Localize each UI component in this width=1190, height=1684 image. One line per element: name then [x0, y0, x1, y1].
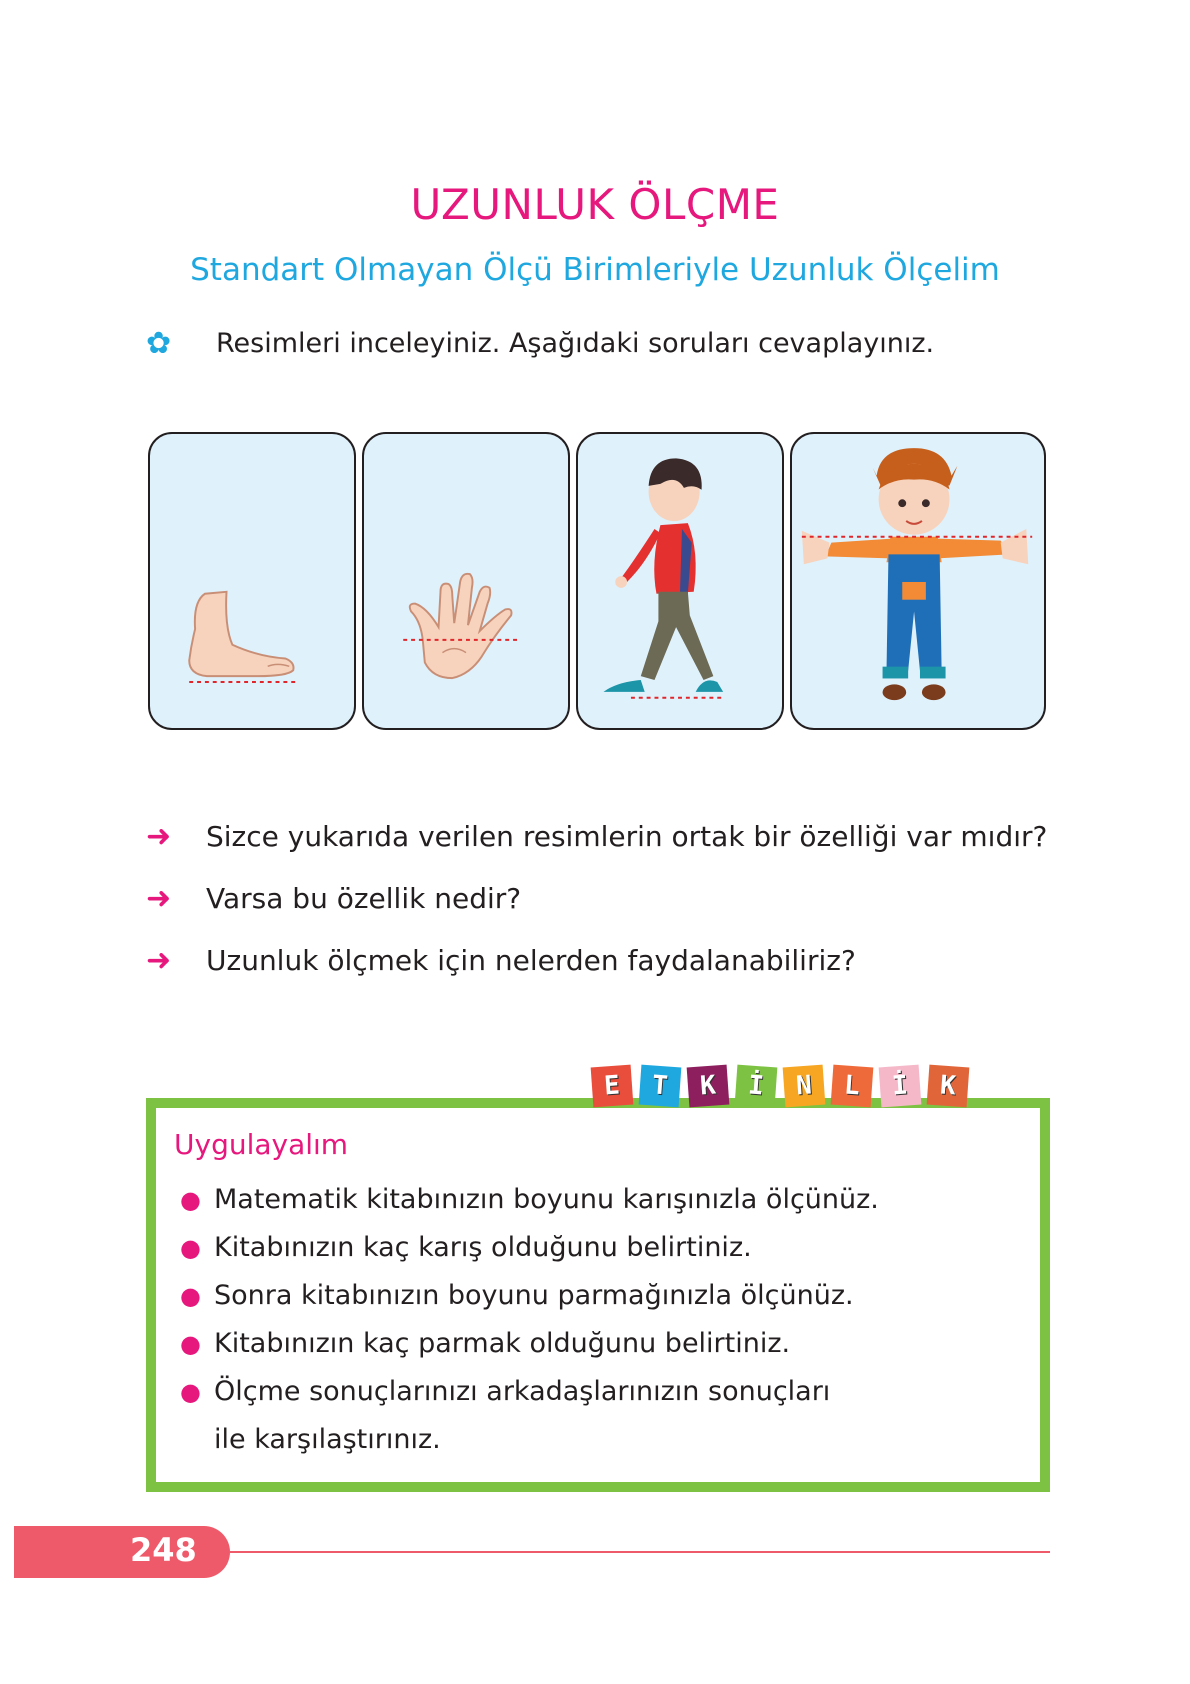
open-arms-boy-illustration — [792, 434, 1044, 728]
foot-illustration — [150, 434, 354, 728]
footer-rule — [230, 1551, 1050, 1553]
question-item — [146, 867, 1047, 929]
activity-item — [174, 1176, 1034, 1224]
bullet-icon: ● — [180, 1186, 201, 1214]
etkinlik-letter: T — [639, 1065, 682, 1108]
etkinlik-letter: İ — [879, 1065, 922, 1108]
activity-item — [174, 1320, 1034, 1368]
activity-item-text: Sonra kitabınızın boyunu parmağınızla ölçünüz. — [214, 1280, 854, 1311]
page-number-bar — [14, 1526, 230, 1578]
arrow-right-icon: ➜ — [146, 818, 172, 854]
activity-heading: Uygulayalım — [174, 1128, 349, 1161]
activity-item — [174, 1272, 1034, 1320]
walking-boy-illustration — [578, 434, 782, 728]
instruction-text: Resimleri inceleyiniz. Aşağıdaki soruları cevaplayınız. — [216, 328, 935, 359]
activity-list — [174, 1176, 1034, 1464]
panel-hand — [362, 432, 570, 730]
panel-arms — [790, 432, 1046, 730]
activity-item — [174, 1368, 854, 1464]
etkinlik-banner — [592, 1066, 976, 1106]
panel-foot — [148, 432, 356, 730]
bullet-icon: ● — [180, 1330, 201, 1358]
arrow-right-icon: ➜ — [146, 942, 172, 978]
panel-step — [576, 432, 784, 730]
question-text: Uzunluk ölçmek için nelerden faydalanabiliriz? — [206, 943, 856, 977]
activity-item-text: Matematik kitabınızın boyunu karışınızla ölçünüz. — [214, 1184, 879, 1215]
bullet-icon: ● — [180, 1282, 201, 1310]
page-number: 248 — [130, 1531, 197, 1569]
question-list — [146, 805, 1047, 991]
arrow-right-icon: ➜ — [146, 880, 172, 916]
activity-item-text: Kitabınızın kaç karış olduğunu belirtiniz. — [214, 1232, 752, 1263]
etkinlik-letter: K — [927, 1065, 970, 1108]
page-title: UZUNLUK ÖLÇME — [410, 180, 780, 229]
etkinlik-letter: N — [783, 1065, 826, 1108]
etkinlik-letter: E — [591, 1065, 634, 1108]
etkinlik-letter: K — [687, 1065, 730, 1108]
question-text: Varsa bu özellik nedir? — [206, 881, 522, 915]
activity-item — [174, 1224, 1034, 1272]
hand-illustration — [364, 434, 568, 728]
bullet-icon: ● — [180, 1234, 201, 1262]
question-item — [146, 929, 1047, 991]
flower-icon: ✿ — [146, 326, 172, 361]
activity-item-text: Ölçme sonuçlarınızı arkadaşlarınızın sonuçları ile karşılaştırınız. — [214, 1376, 831, 1455]
question-item — [146, 805, 1047, 867]
bullet-icon: ● — [180, 1378, 201, 1406]
instruction — [146, 326, 934, 361]
etkinlik-letter: L — [831, 1065, 874, 1108]
etkinlik-letter: İ — [735, 1065, 778, 1108]
activity-item-text: Kitabınızın kaç parmak olduğunu belirtiniz. — [214, 1328, 791, 1359]
question-text: Sizce yukarıda verilen resimlerin ortak bir özelliği var mıdır? — [206, 819, 1048, 853]
activity-box — [146, 1098, 1050, 1492]
page-subtitle: Standart Olmayan Ölçü Birimleriyle Uzunluk Ölçelim — [190, 252, 1000, 288]
